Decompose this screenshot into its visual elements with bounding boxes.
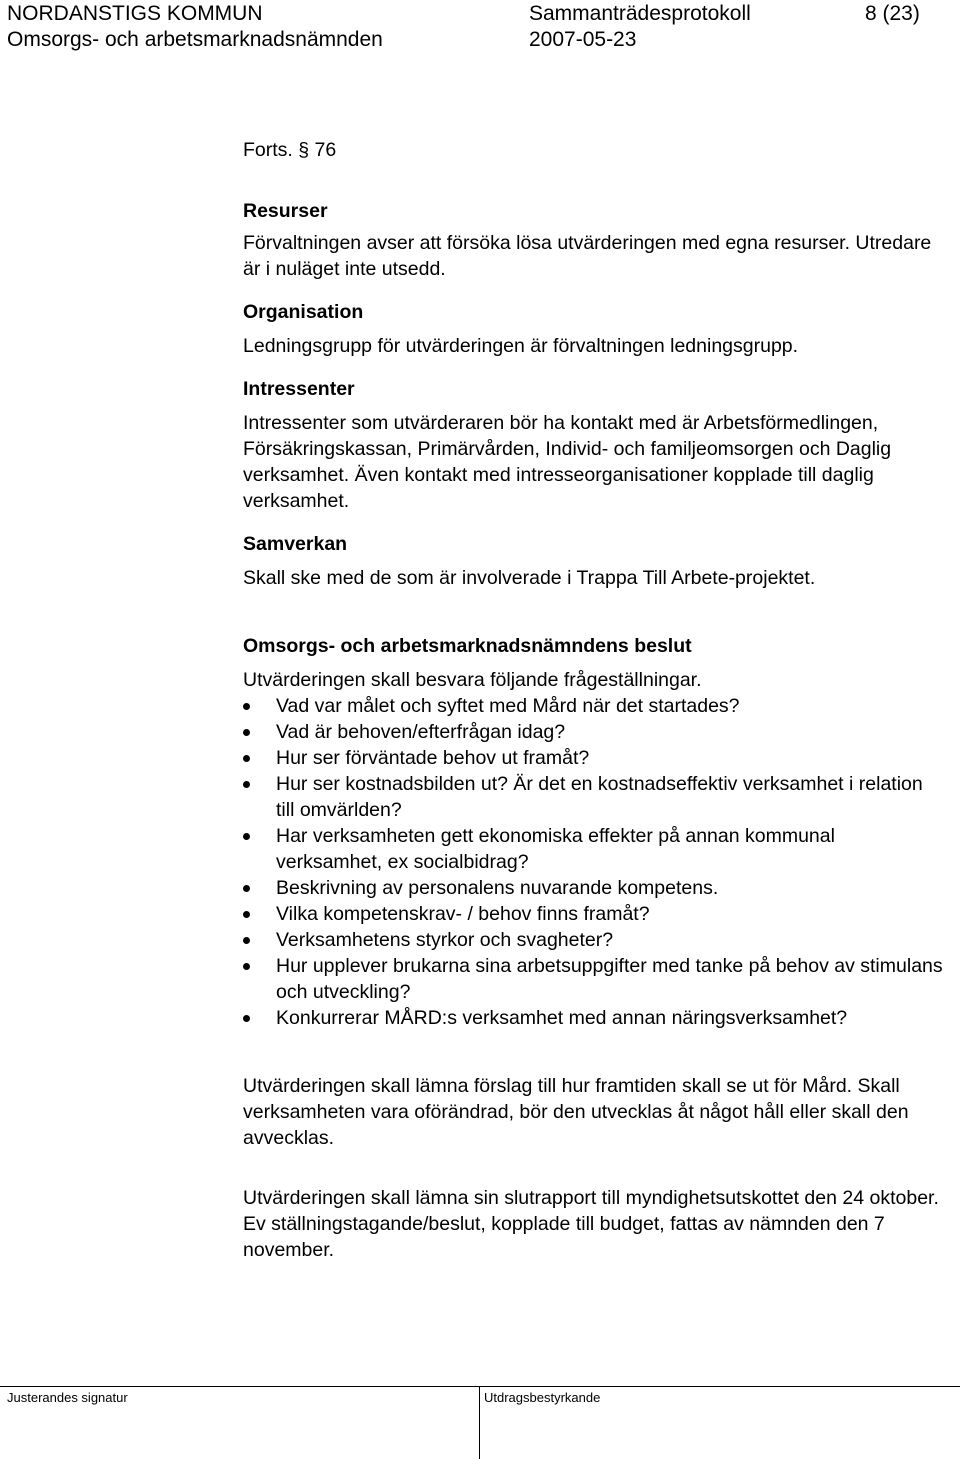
- bullet-icon: [243, 1015, 250, 1022]
- list-item: [243, 823, 943, 875]
- paragraph-beslut-intro: Utvärderingen skall besvara följande frågeställningar.: [243, 669, 702, 691]
- list-item-text: Hur ser kostnadsbilden ut? Är det en kostnadseffektiv verksamhet i relation till omvärlden?: [276, 773, 923, 821]
- list-item: [243, 745, 943, 771]
- list-item-text: Beskrivning av personalens nuvarande kompetens.: [276, 877, 719, 899]
- header-page-number: 8 (23): [865, 2, 920, 25]
- list-item: [243, 693, 943, 719]
- paragraph-forslag: Utvärderingen skall lämna förslag till hur framtiden skall se ut för Mård. Skall verksamheten vara oförändrad, bör den utvecklas åt något håll eller skall den avvecklas.: [243, 1075, 909, 1149]
- bullet-icon: [243, 911, 250, 918]
- document-body: [243, 137, 943, 1263]
- paragraph-intressenter: Intressenter som utvärderaren bör ha kontakt med är Arbetsförmedlingen, Försäkringskassan, Primärvården, Individ- och familjeomsorgen och Daglig verksamhet. Även kontakt med intresseorganisationer kopplade till daglig verksamhet.: [243, 412, 892, 512]
- list-item-text: Vad är behoven/efterfrågan idag?: [276, 721, 566, 743]
- footer-divider-vertical: [479, 1386, 480, 1459]
- header-committee: Omsorgs- och arbetsmarknadsnämnden: [7, 28, 383, 51]
- question-list: [243, 693, 943, 1031]
- list-item-text: Vad var målet och syftet med Mård när det startades?: [276, 695, 740, 717]
- bullet-icon: [243, 703, 250, 710]
- section-reference: Forts. § 76: [243, 139, 337, 161]
- heading-resurser: Resurser: [243, 200, 328, 222]
- list-item: [243, 875, 943, 901]
- bullet-icon: [243, 755, 250, 762]
- list-item: [243, 771, 943, 823]
- bullet-icon: [243, 963, 250, 970]
- heading-beslut: Omsorgs- och arbetsmarknadsnämndens beslut: [243, 635, 692, 657]
- footer-certification-label: Utdragsbestyrkande: [484, 1390, 601, 1405]
- heading-samverkan: Samverkan: [243, 533, 348, 555]
- list-item-text: Hur ser förväntade behov ut framåt?: [276, 747, 590, 769]
- bullet-icon: [243, 833, 250, 840]
- paragraph-resurser: Förvaltningen avser att försöka lösa utvärderingen med egna resurser. Utredare är i nuläget inte utsedd.: [243, 232, 932, 280]
- list-item-text: Hur upplever brukarna sina arbetsuppgifter med tanke på behov av stimulans och utveckling?: [276, 955, 943, 1003]
- bullet-icon: [243, 781, 250, 788]
- header-doc-type: Sammanträdesprotokoll: [529, 2, 751, 25]
- paragraph-slutrapport: Utvärderingen skall lämna sin slutrapport till myndighetsutskottet den 24 oktober. Ev ställningstagande/beslut, kopplade till budget, fattas av nämnden den 7 november.: [243, 1187, 939, 1261]
- list-item: [243, 719, 943, 745]
- heading-intressenter: Intressenter: [243, 378, 355, 400]
- bullet-icon: [243, 729, 250, 736]
- header-org: NORDANSTIGS KOMMUN: [7, 2, 263, 25]
- bullet-icon: [243, 937, 250, 944]
- bullet-icon: [243, 885, 250, 892]
- list-item: [243, 927, 943, 953]
- paragraph-organisation: Ledningsgrupp för utvärderingen är förvaltningen ledningsgrupp.: [243, 335, 799, 357]
- footer-signature-label: Justerandes signatur: [7, 1390, 128, 1405]
- list-item: [243, 901, 943, 927]
- list-item-text: Vilka kompetenskrav- / behov finns framåt?: [276, 903, 650, 925]
- paragraph-samverkan: Skall ske med de som är involverade i Trappa Till Arbete-projektet.: [243, 567, 816, 589]
- list-item: [243, 953, 943, 1005]
- header-date: 2007-05-23: [529, 28, 637, 51]
- footer-divider-horizontal: [0, 1386, 960, 1387]
- list-item: [243, 1005, 943, 1031]
- heading-organisation: Organisation: [243, 301, 364, 323]
- list-item-text: Verksamhetens styrkor och svagheter?: [276, 929, 614, 951]
- list-item-text: Konkurrerar MÅRD:s verksamhet med annan näringsverksamhet?: [276, 1007, 848, 1029]
- list-item-text: Har verksamheten gett ekonomiska effekter på annan kommunal verksamhet, ex socialbidrag?: [276, 825, 835, 873]
